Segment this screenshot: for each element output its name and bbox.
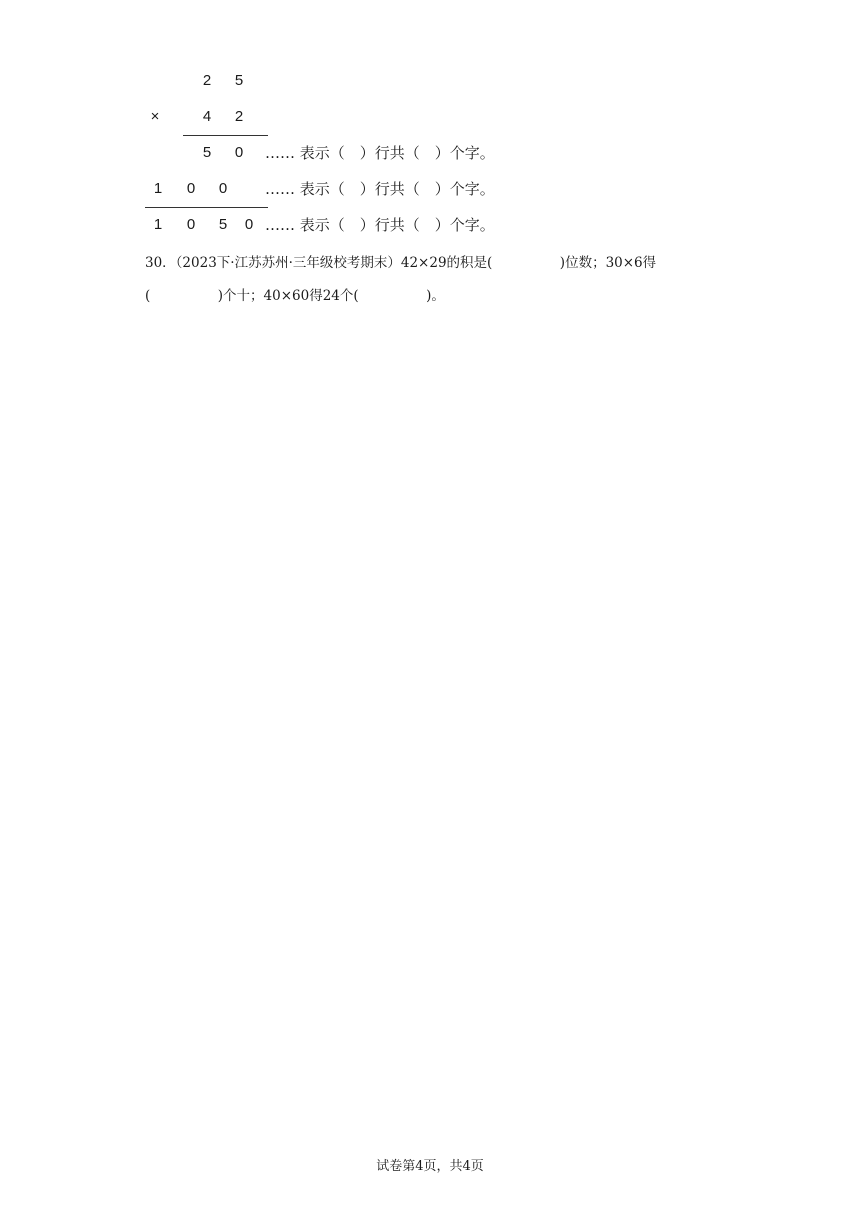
digit: 5 [218, 216, 228, 233]
digit: 2 [234, 108, 244, 125]
rule-line [183, 135, 268, 136]
digit: 0 [244, 216, 254, 233]
digit: 4 [202, 108, 212, 125]
digit: 1 [153, 216, 163, 233]
fill-in-note: …… 表示（ ）行共（ ）个字。 [265, 144, 495, 162]
fill-in-note: …… 表示（ ）行共（ ）个字。 [265, 216, 495, 234]
page-footer: 试卷第4页，共4页 [376, 1159, 484, 1174]
times-sign: × [150, 108, 160, 125]
digit: 5 [202, 144, 212, 161]
digit: 0 [234, 144, 244, 161]
digit: 5 [234, 72, 244, 89]
rule-line [145, 207, 268, 208]
question-line: 30．（2023下·江苏苏州·三年级校考期末）42×29的积是( )位数；30×6得 [145, 255, 657, 271]
digit: 2 [202, 72, 212, 89]
fill-in-note: …… 表示（ ）行共（ ）个字。 [265, 180, 495, 198]
digit: 0 [186, 180, 196, 197]
digit: 0 [218, 180, 228, 197]
digit: 1 [153, 180, 163, 197]
digit: 0 [186, 216, 196, 233]
question-line: ( )个十；40×60得24个( )。 [145, 288, 445, 304]
